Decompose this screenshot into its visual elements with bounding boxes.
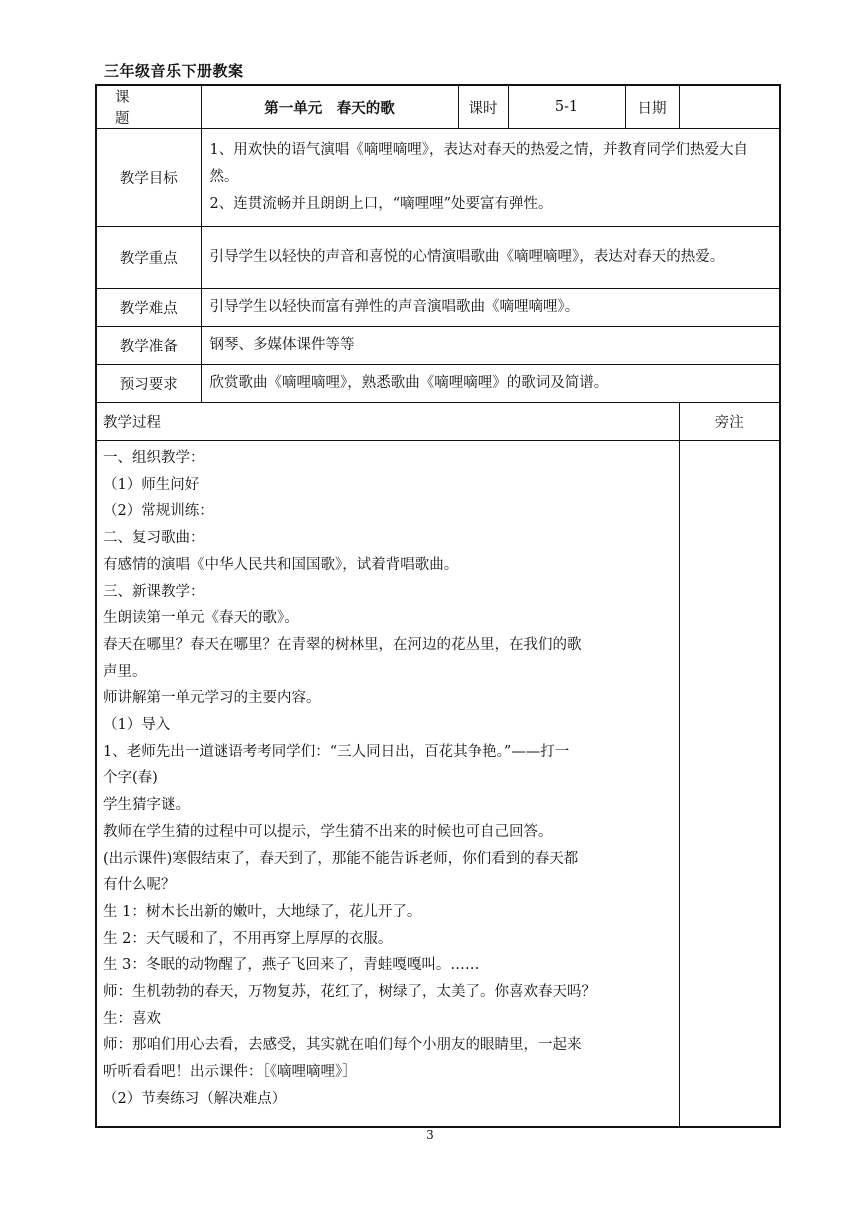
course-label: 课 题 — [96, 85, 201, 129]
date-label: 日期 — [625, 85, 679, 129]
process-line: 师：那咱们用心去看，去感受，其实就在咱们每个小朋友的眼睛里，一起来 — [103, 1037, 582, 1054]
section-line: 1、用欢快的语气演唱《嘀哩嘀哩》，表达对春天的热爱之情，并教育同学们热爱大自然。 — [209, 142, 748, 185]
page-number: 3 — [426, 1128, 434, 1142]
section-line: 引导学生以轻快的声音和喜悦的心情演唱歌曲《嘀哩嘀哩》，表达对春天的热爱。 — [209, 249, 725, 265]
process-line: 生 3：冬眠的动物醒了，燕子飞回来了，青蛙嘎嘎叫。…… — [103, 957, 480, 974]
process-line: 生 2：天气暖和了，不用再穿上厚厚的衣服。 — [103, 930, 393, 947]
section-line: 2、连贯流畅并且朗朗上口，“嘀哩哩”处要富有弹性。 — [209, 196, 553, 212]
process-line: （2）节奏练习（解决难点） — [103, 1090, 287, 1107]
section-row — [96, 227, 780, 289]
section-content — [201, 327, 780, 365]
section-line: 钢琴、多媒体课件等等 — [209, 337, 355, 353]
document-title: 三年级音乐下册教案 — [104, 62, 244, 80]
process-line: 一、组织教学： — [103, 450, 205, 466]
period-value: 5-1 — [508, 85, 625, 129]
process-line: 声里。 — [103, 663, 147, 680]
section-line: 引导学生以轻快而富有弹性的声音演唱歌曲《嘀哩嘀哩》。 — [209, 299, 580, 315]
process-line: (出示课件)寒假结束了，春天到了，那能不能告诉老师，你们看到的春天都 — [103, 850, 579, 867]
process-line: 生 1：树木长出新的嫩叶，大地绿了，花儿开了。 — [103, 903, 422, 920]
process-body-row — [96, 441, 780, 1127]
process-header-row — [96, 403, 780, 441]
process-line: 1、老师先出一道谜语考考同学们：“三人同日出，百花其争艳。”——打一 — [103, 743, 570, 760]
section-row — [96, 327, 780, 365]
section-content — [201, 227, 780, 289]
section-line: 欣赏歌曲《嘀哩嘀哩》，熟悉歌曲《嘀哩嘀哩》的歌词及简谱。 — [209, 375, 609, 391]
process-line: 个字(春) — [103, 770, 158, 787]
section-label: 教学目标 — [96, 129, 201, 227]
process-line: （1）师生问好 — [103, 476, 200, 493]
section-label: 教学准备 — [96, 327, 201, 365]
process-header: 教学过程 — [96, 403, 679, 441]
process-line: 有什么呢？ — [103, 877, 176, 894]
process-line: （2）常规训练： — [103, 503, 214, 520]
notes-content — [679, 441, 780, 1127]
process-line: 师讲解第一单元学习的主要内容。 — [103, 690, 321, 707]
process-line: 有感情的演唱《中华人民共和国国歌》，试着背唱歌曲。 — [103, 556, 459, 573]
period-label: 课时 — [458, 85, 508, 129]
lesson-plan-table — [95, 84, 781, 1128]
section-row — [96, 289, 780, 327]
process-line: 听听看看吧！出示课件：［《嘀哩嘀哩》］ — [103, 1064, 357, 1081]
section-label: 教学难点 — [96, 289, 201, 327]
process-line: 学生猜字谜。 — [103, 797, 190, 814]
notes-header: 旁注 — [679, 403, 780, 441]
process-content — [96, 441, 679, 1127]
section-content — [201, 365, 780, 403]
process-line: 师：生机勃勃的春天，万物复苏，花红了，树绿了，太美了。你喜欢春天吗？ — [103, 984, 596, 1001]
process-line: 三、新课教学： — [103, 583, 205, 600]
lesson-title: 第一单元 春天的歌 — [201, 85, 458, 129]
process-line: 生朗读第一单元《春天的歌》。 — [103, 610, 299, 627]
section-label: 教学重点 — [96, 227, 201, 289]
section-row — [96, 129, 780, 227]
process-line: 春天在哪里？春天在哪里？在青翠的树林里，在河边的花丛里，在我们的歌 — [103, 636, 582, 653]
date-value — [679, 85, 780, 129]
process-line: （1）导入 — [103, 717, 171, 734]
section-content — [201, 289, 780, 327]
process-line: 生：喜欢 — [103, 1010, 161, 1027]
process-line: 教师在学生猜的过程中可以提示，学生猜不出来的时候也可自己回答。 — [103, 823, 553, 840]
section-label: 预习要求 — [96, 365, 201, 403]
process-line: 二、复习歌曲： — [103, 530, 205, 547]
section-row — [96, 365, 780, 403]
section-content — [201, 129, 780, 227]
header-row — [96, 85, 780, 129]
